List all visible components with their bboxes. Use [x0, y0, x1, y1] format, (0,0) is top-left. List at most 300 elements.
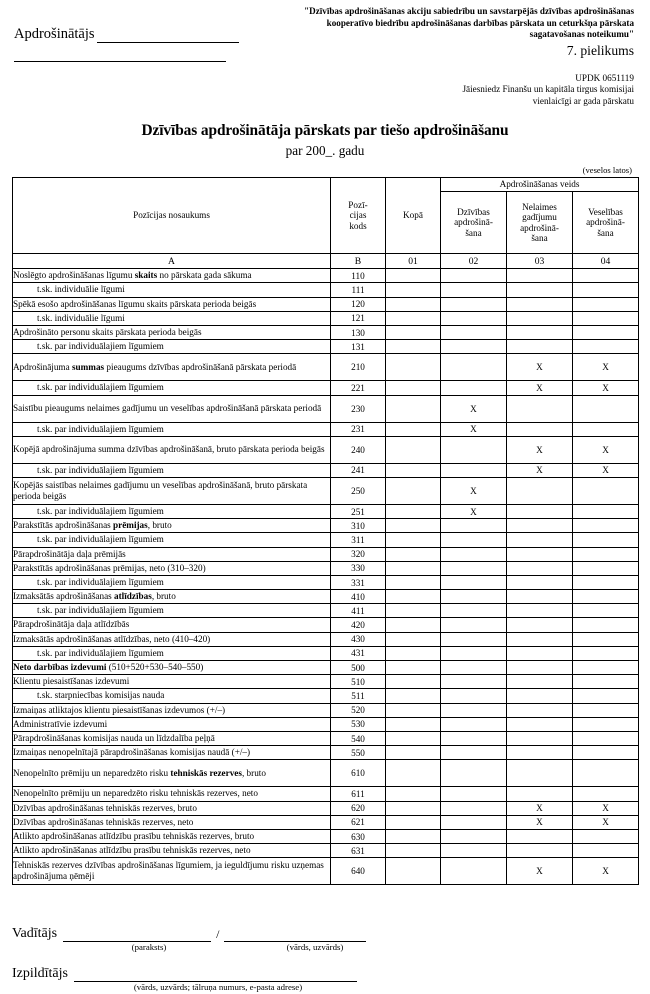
row-position-name: t.sk. par individuālajiem līgumiem [13, 340, 331, 354]
column-letter-row [13, 254, 639, 269]
table-row [13, 381, 639, 395]
cell-life[interactable] [441, 731, 507, 745]
cell-life[interactable] [441, 561, 507, 575]
x-mark: X [536, 817, 543, 828]
table-row [13, 760, 639, 787]
cell-accident [507, 436, 573, 463]
cell-health[interactable] [573, 340, 639, 354]
cell-health[interactable] [573, 395, 639, 422]
row-position-code: 120 [331, 297, 386, 311]
row-position-name: Parakstītās apdrošināšanas prēmijas, neto (310–320) [13, 561, 331, 575]
cell-health[interactable] [573, 477, 639, 504]
cell-total[interactable] [386, 801, 441, 815]
cell-life[interactable] [441, 675, 507, 689]
row-position-code: 230 [331, 395, 386, 422]
x-mark: X [602, 444, 609, 455]
cell-total[interactable] [386, 354, 441, 381]
cell-total[interactable] [386, 675, 441, 689]
row-position-name: Kopējās saistības nelaimes gadījumu un veselības apdrošināšanā, bruto pārskata perioda beigās [13, 477, 331, 504]
cell-total[interactable] [386, 477, 441, 504]
row-position-code: 500 [331, 661, 386, 675]
x-mark: X [536, 465, 543, 476]
row-position-name: t.sk. par individuālajiem līgumiem [13, 533, 331, 547]
cell-total[interactable] [386, 717, 441, 731]
cell-life[interactable] [441, 297, 507, 311]
cell-accident[interactable] [507, 590, 573, 604]
cell-accident[interactable] [507, 519, 573, 533]
executor-captions [12, 982, 638, 992]
cell-health[interactable] [573, 689, 639, 703]
table-row [13, 504, 639, 518]
cell-accident[interactable] [507, 297, 573, 311]
cell-health [573, 436, 639, 463]
row-position-name: Atlikto apdrošināšanas atlīdzību prasību tehniskās rezerves, bruto [13, 829, 331, 843]
table-row [13, 477, 639, 504]
row-position-name: t.sk. individuālie līgumi [13, 283, 331, 297]
insurer-input-line-1[interactable] [97, 30, 239, 43]
cell-accident[interactable] [507, 422, 573, 436]
table-row [13, 269, 639, 283]
table-head [13, 178, 639, 269]
cell-health[interactable] [573, 590, 639, 604]
cell-total[interactable] [386, 844, 441, 858]
table-row [13, 422, 639, 436]
cell-life[interactable] [441, 661, 507, 675]
row-position-code: 540 [331, 731, 386, 745]
table-row [13, 436, 639, 463]
row-position-code: 250 [331, 477, 386, 504]
row-position-code: 631 [331, 844, 386, 858]
row-position-name: Izmaksātās apdrošināšanas atlīdzības, neto (410–420) [13, 632, 331, 646]
cell-accident [507, 815, 573, 829]
col-letter-04: 04 [573, 254, 639, 269]
row-position-code: 221 [331, 381, 386, 395]
table-row [13, 801, 639, 815]
x-mark: X [602, 803, 609, 814]
row-position-name: t.sk. par individuālajiem līgumiem [13, 504, 331, 518]
row-position-name: Izmaiņas atliktajos klientu piesaistīšanas izdevumos (+/–) [13, 703, 331, 717]
executor-caption: (vārds, uzvārds; tālruņa numurs, e-pasta adrese) [133, 982, 303, 992]
cell-health[interactable] [573, 746, 639, 760]
cell-accident[interactable] [507, 618, 573, 632]
cell-accident[interactable] [507, 504, 573, 518]
cell-health[interactable] [573, 618, 639, 632]
row-position-code: 131 [331, 340, 386, 354]
cell-accident[interactable] [507, 675, 573, 689]
units-note: (veselos latos) [582, 165, 632, 176]
cell-health[interactable] [573, 422, 639, 436]
row-position-code: 510 [331, 675, 386, 689]
cell-life[interactable] [441, 604, 507, 618]
cell-accident[interactable] [507, 787, 573, 801]
cell-life[interactable] [441, 326, 507, 340]
table-row [13, 787, 639, 801]
cell-total[interactable] [386, 604, 441, 618]
x-mark: X [602, 465, 609, 476]
cell-total[interactable] [386, 703, 441, 717]
cell-total[interactable] [386, 269, 441, 283]
col-header-total: Kopā [386, 178, 441, 254]
cell-health [573, 463, 639, 477]
cell-total[interactable] [386, 381, 441, 395]
cell-accident[interactable] [507, 632, 573, 646]
row-position-code: 111 [331, 283, 386, 297]
row-position-code: 511 [331, 689, 386, 703]
cell-life[interactable] [441, 746, 507, 760]
cell-total[interactable] [386, 590, 441, 604]
col-letter-03: 03 [507, 254, 573, 269]
cell-total[interactable] [386, 760, 441, 787]
cell-accident [507, 801, 573, 815]
cell-accident[interactable] [507, 646, 573, 660]
x-mark: X [602, 866, 609, 877]
cell-health [573, 815, 639, 829]
row-position-code: 430 [331, 632, 386, 646]
cell-life[interactable] [441, 632, 507, 646]
cell-total[interactable] [386, 436, 441, 463]
cell-health[interactable] [573, 787, 639, 801]
cell-life[interactable] [441, 381, 507, 395]
cell-life[interactable] [441, 689, 507, 703]
cell-health[interactable] [573, 561, 639, 575]
table-row [13, 519, 639, 533]
appendix-number: 7. pielikums [566, 42, 634, 58]
row-position-code: 251 [331, 504, 386, 518]
col-letter-a: A [13, 254, 331, 269]
table-row [13, 675, 639, 689]
row-position-name: t.sk. par individuālajiem līgumiem [13, 646, 331, 660]
table-row [13, 297, 639, 311]
cell-life[interactable] [441, 519, 507, 533]
x-mark: X [536, 383, 543, 393]
table-row [13, 829, 639, 843]
cell-accident[interactable] [507, 326, 573, 340]
table-row [13, 311, 639, 325]
table-row [13, 463, 639, 477]
table-row [13, 689, 639, 703]
cell-life[interactable] [441, 463, 507, 477]
cell-accident[interactable] [507, 283, 573, 297]
table-body [13, 269, 639, 885]
manager-label: Vadītājs [12, 926, 58, 941]
cell-life[interactable] [441, 760, 507, 787]
cell-accident[interactable] [507, 395, 573, 422]
manager-signature-row [12, 926, 638, 942]
cell-accident[interactable] [507, 269, 573, 283]
cell-life[interactable] [441, 815, 507, 829]
cell-health[interactable] [573, 632, 639, 646]
cell-total[interactable] [386, 297, 441, 311]
cell-health[interactable] [573, 297, 639, 311]
cell-total[interactable] [386, 829, 441, 843]
row-position-name: Apdrošinājuma summas pieaugums dzīvības apdrošināšanā pārskata periodā [13, 354, 331, 381]
row-position-code: 320 [331, 547, 386, 561]
cell-total[interactable] [386, 547, 441, 561]
cell-health[interactable] [573, 547, 639, 561]
cell-life[interactable] [441, 844, 507, 858]
manager-signature-line[interactable] [63, 928, 211, 942]
row-position-name: Apdrošināto personu skaits pārskata perioda beigās [13, 326, 331, 340]
cell-health [573, 858, 639, 885]
updk-code: UPDK 0651119 [575, 72, 634, 83]
cell-total[interactable] [386, 561, 441, 575]
row-position-name: Atlikto apdrošināšanas atlīdzību prasību tehniskās rezerves, neto [13, 844, 331, 858]
cell-life [441, 422, 507, 436]
cell-health[interactable] [573, 829, 639, 843]
col-header-position-name: Pozīcijas nosaukums [13, 178, 331, 254]
cell-health[interactable] [573, 675, 639, 689]
cell-health[interactable] [573, 661, 639, 675]
table-row [13, 561, 639, 575]
cell-accident [507, 381, 573, 395]
cell-accident[interactable] [507, 661, 573, 675]
row-position-code: 640 [331, 858, 386, 885]
cell-accident[interactable] [507, 311, 573, 325]
table-row [13, 340, 639, 354]
cell-total[interactable] [386, 618, 441, 632]
cell-accident[interactable] [507, 829, 573, 843]
manager-captions [12, 942, 638, 952]
row-position-name: Parakstītās apdrošināšanas prēmijas, bruto [13, 519, 331, 533]
cell-life[interactable] [441, 787, 507, 801]
cell-total[interactable] [386, 463, 441, 477]
cell-accident[interactable] [507, 340, 573, 354]
col-header-health-insurance: Veselības apdrošinā- šana [573, 192, 639, 254]
cell-health[interactable] [573, 703, 639, 717]
cell-health[interactable] [573, 646, 639, 660]
name-caption: (vārds, uzvārds) [286, 942, 344, 952]
cell-life[interactable] [441, 829, 507, 843]
table-row [13, 326, 639, 340]
cell-health[interactable] [573, 504, 639, 518]
col-header-life-insurance: Dzīvības apdrošinā- šana [441, 192, 507, 254]
regulation-title: "Dzīvības apdrošināšanas akciju sabiedrību un savstarpējās dzīvības apdrošināšanas kooperatīvo biedrību apdrošināšanas darbības pārskata un ceturkšņa pārskata sagatavošanas noteikumu" [304, 6, 634, 40]
cell-total[interactable] [386, 661, 441, 675]
cell-life[interactable] [441, 436, 507, 463]
row-position-code: 130 [331, 326, 386, 340]
row-position-code: 241 [331, 463, 386, 477]
cell-accident [507, 463, 573, 477]
document-header [0, 0, 650, 175]
col-letter-01: 01 [386, 254, 441, 269]
row-position-code: 611 [331, 787, 386, 801]
x-mark: X [602, 362, 609, 373]
cell-health[interactable] [573, 326, 639, 340]
table-row [13, 858, 639, 885]
cell-health[interactable] [573, 283, 639, 297]
row-position-name: Izmaiņas nenopelnītajā pārapdrošināšanas komisijas naudā (+/–) [13, 746, 331, 760]
table-row [13, 533, 639, 547]
row-position-code: 310 [331, 519, 386, 533]
row-position-name: Neto darbības izdevumi (510+520+530–540–550) [13, 661, 331, 675]
cell-life[interactable] [441, 311, 507, 325]
x-mark: X [536, 362, 543, 373]
row-position-name: Spēkā esošo apdrošināšanas līgumu skaits pārskata perioda beigās [13, 297, 331, 311]
table-row [13, 590, 639, 604]
cell-total[interactable] [386, 646, 441, 660]
cell-total[interactable] [386, 519, 441, 533]
cell-life[interactable] [441, 269, 507, 283]
row-position-code: 530 [331, 717, 386, 731]
cell-life[interactable] [441, 618, 507, 632]
cell-health[interactable] [573, 604, 639, 618]
table-row [13, 547, 639, 561]
cell-accident[interactable] [507, 703, 573, 717]
table-row [13, 646, 639, 660]
cell-accident[interactable] [507, 844, 573, 858]
insurer-label: Apdrošinātājs [14, 26, 95, 42]
cell-total[interactable] [386, 311, 441, 325]
table-row [13, 354, 639, 381]
cell-health[interactable] [573, 760, 639, 787]
x-mark: X [536, 444, 543, 455]
report-table [12, 177, 639, 885]
row-position-name: Pārapdrošinātāja daļa atlīdzībās [13, 618, 331, 632]
slash-separator: / [216, 927, 220, 941]
cell-total[interactable] [386, 575, 441, 589]
cell-life[interactable] [441, 646, 507, 660]
cell-life[interactable] [441, 283, 507, 297]
table-row [13, 661, 639, 675]
cell-life[interactable] [441, 590, 507, 604]
row-position-name: Pārapdrošinātāja daļa prēmijās [13, 547, 331, 561]
row-position-code: 110 [331, 269, 386, 283]
table-row [13, 703, 639, 717]
row-position-name: t.sk. par individuālajiem līgumiem [13, 381, 331, 395]
x-mark: X [470, 506, 477, 517]
row-position-name: Noslēgto apdrošināšanas līgumu skaits no pārskata gada sākuma [13, 269, 331, 283]
cell-total[interactable] [386, 422, 441, 436]
row-position-code: 410 [331, 590, 386, 604]
cell-accident[interactable] [507, 604, 573, 618]
cell-health[interactable] [573, 269, 639, 283]
cell-total[interactable] [386, 746, 441, 760]
signature-caption: (paraksts) [131, 942, 167, 952]
cell-health[interactable] [573, 717, 639, 731]
cell-total[interactable] [386, 815, 441, 829]
cell-accident[interactable] [507, 760, 573, 787]
col-header-insurance-type-group: Apdrošināšanas veids [441, 178, 639, 192]
submission-note [12, 73, 638, 108]
col-header-accident-insurance: Nelaimes gadījumu apdrošinā- šana [507, 192, 573, 254]
cell-total[interactable] [386, 340, 441, 354]
cell-health[interactable] [573, 575, 639, 589]
cell-life[interactable] [441, 703, 507, 717]
cell-accident[interactable] [507, 575, 573, 589]
table-row [13, 575, 639, 589]
row-position-name: t.sk. par individuālajiem līgumiem [13, 604, 331, 618]
row-position-code: 621 [331, 815, 386, 829]
cell-life[interactable] [441, 801, 507, 815]
cell-life[interactable] [441, 717, 507, 731]
cell-health[interactable] [573, 533, 639, 547]
row-position-code: 411 [331, 604, 386, 618]
cell-health[interactable] [573, 731, 639, 745]
row-position-code: 311 [331, 533, 386, 547]
row-position-code: 210 [331, 354, 386, 381]
row-position-name: Saistību pieaugums nelaimes gadījumu un veselības apdrošināšanā pārskata periodā [13, 395, 331, 422]
row-position-name: Pārapdrošināšanas komisijas nauda un līdzdalība peļņā [13, 731, 331, 745]
cell-life[interactable] [441, 533, 507, 547]
row-position-name: Klientu piesaistīšanas izdevumi [13, 675, 331, 689]
table-row [13, 746, 639, 760]
table-row [13, 844, 639, 858]
cell-total[interactable] [386, 504, 441, 518]
cell-life[interactable] [441, 575, 507, 589]
cell-accident[interactable] [507, 689, 573, 703]
cell-total[interactable] [386, 533, 441, 547]
x-mark: X [470, 403, 477, 414]
row-position-name: Nenopelnīto prēmiju un neparedzēto risku tehniskās rezerves, neto [13, 787, 331, 801]
cell-life[interactable] [441, 547, 507, 561]
row-position-name: t.sk. starpniecības komisijas nauda [13, 689, 331, 703]
table-row [13, 731, 639, 745]
x-mark: X [470, 424, 477, 435]
cell-accident[interactable] [507, 477, 573, 504]
executor-line[interactable] [74, 968, 357, 982]
page-subtitle: par 200_. gadu [285, 143, 365, 159]
insurer-field-block [14, 26, 239, 62]
cell-life [441, 504, 507, 518]
row-position-code: 550 [331, 746, 386, 760]
cell-accident[interactable] [507, 561, 573, 575]
col-header-position-code: Pozī- cijas kods [331, 178, 386, 254]
cell-accident[interactable] [507, 746, 573, 760]
page-title: Dzīvības apdrošinātāja pārskats par tiešo apdrošināšanu [141, 122, 509, 140]
cell-life[interactable] [441, 858, 507, 885]
row-position-name: Administratīvie izdevumi [13, 717, 331, 731]
insurer-input-line-2[interactable] [14, 46, 226, 62]
cell-health[interactable] [573, 844, 639, 858]
table-row [13, 632, 639, 646]
row-position-name: Nenopelnīto prēmiju un neparedzēto risku tehniskās rezerves, bruto [13, 760, 331, 787]
cell-accident[interactable] [507, 731, 573, 745]
row-position-code: 420 [331, 618, 386, 632]
cell-accident [507, 858, 573, 885]
cell-accident[interactable] [507, 547, 573, 561]
cell-accident[interactable] [507, 533, 573, 547]
table-row [13, 618, 639, 632]
cell-health[interactable] [573, 311, 639, 325]
row-position-code: 610 [331, 760, 386, 787]
cell-total[interactable] [386, 689, 441, 703]
cell-total[interactable] [386, 731, 441, 745]
cell-life[interactable] [441, 340, 507, 354]
cell-total[interactable] [386, 858, 441, 885]
cell-health[interactable] [573, 519, 639, 533]
row-position-code: 431 [331, 646, 386, 660]
cell-total[interactable] [386, 283, 441, 297]
manager-name-line[interactable] [224, 928, 366, 942]
cell-total[interactable] [386, 787, 441, 801]
document-footer [0, 922, 650, 992]
cell-life[interactable] [441, 354, 507, 381]
row-position-name: Dzīvības apdrošināšanas tehniskās rezerves, bruto [13, 801, 331, 815]
row-position-code: 630 [331, 829, 386, 843]
row-position-name: t.sk. par individuālajiem līgumiem [13, 463, 331, 477]
table-row [13, 283, 639, 297]
cell-total[interactable] [386, 632, 441, 646]
row-position-name: t.sk. par individuālajiem līgumiem [13, 422, 331, 436]
cell-life [441, 395, 507, 422]
cell-life [441, 477, 507, 504]
cell-total[interactable] [386, 326, 441, 340]
table-row [13, 717, 639, 731]
row-position-name: Tehniskās rezerves dzīvības apdrošināšanas līgumiem, ja ieguldījumu risku uzņemas apdrošinājuma ņēmēji [13, 858, 331, 885]
cell-accident[interactable] [507, 717, 573, 731]
cell-total[interactable] [386, 395, 441, 422]
x-mark: X [470, 485, 477, 496]
